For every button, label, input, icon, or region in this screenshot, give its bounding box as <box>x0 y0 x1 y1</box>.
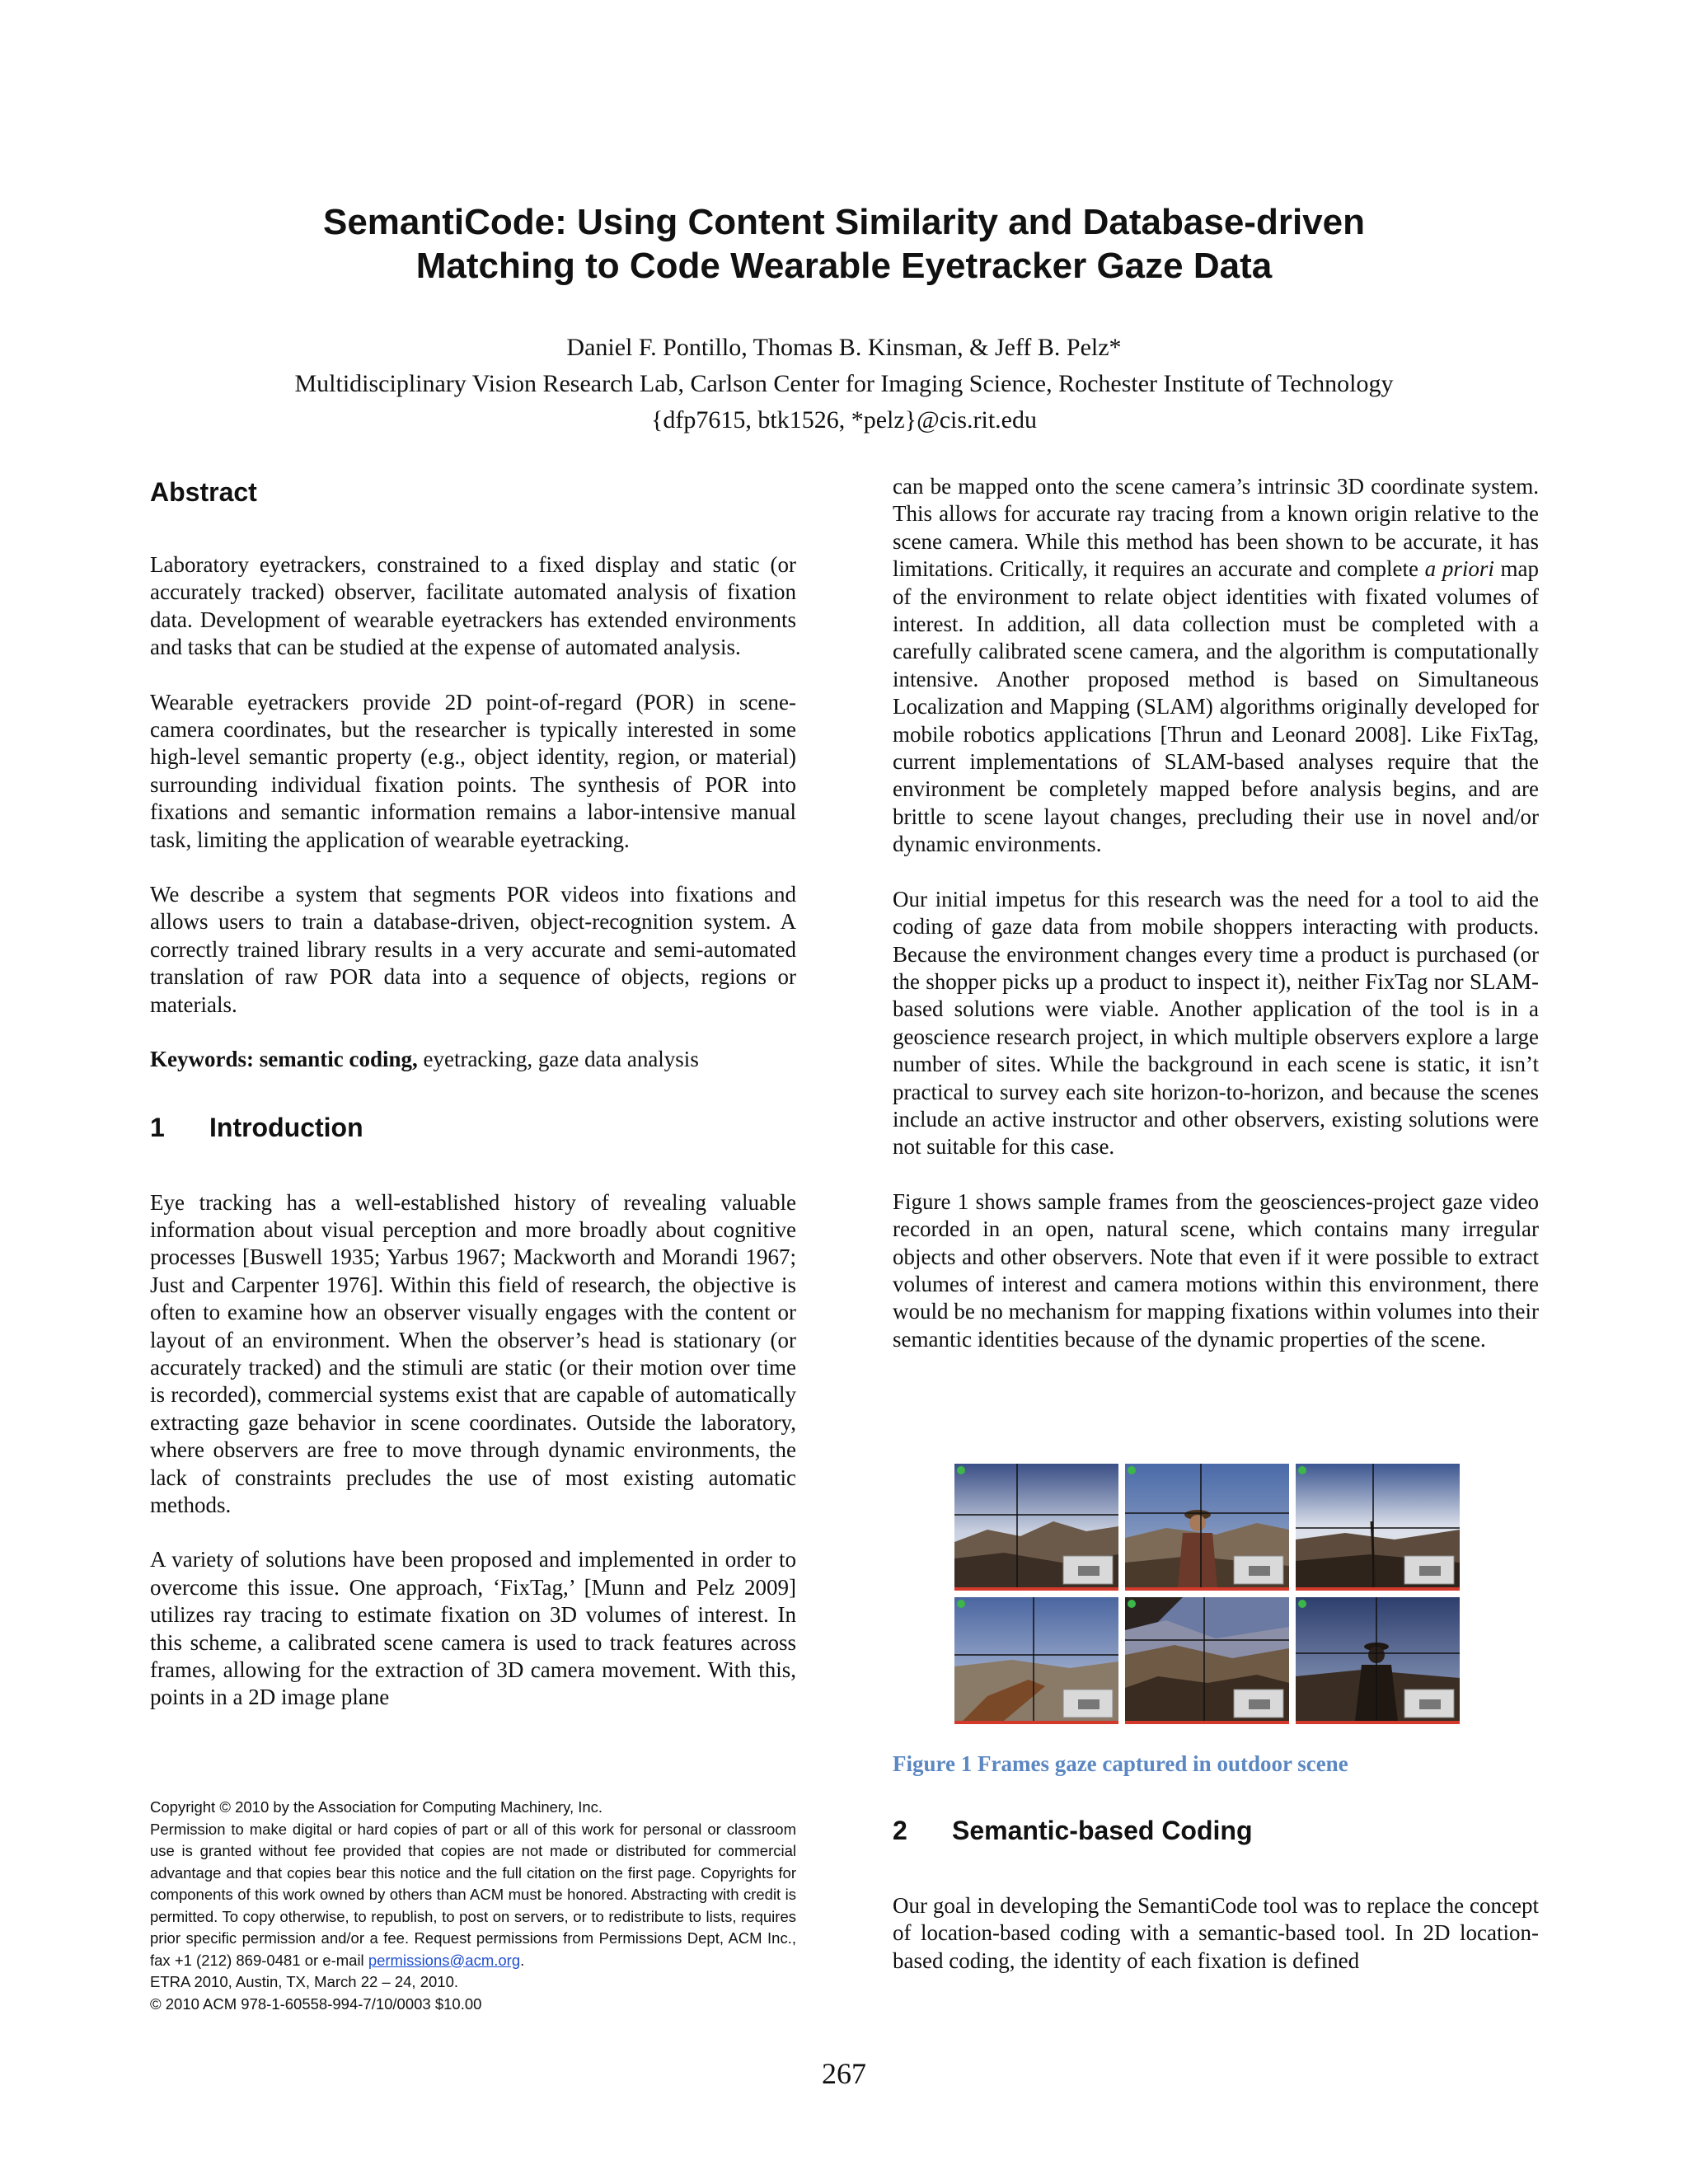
keywords-line <box>150 1046 796 1073</box>
frame-5-image <box>1125 1597 1289 1724</box>
abstract-paragraph-3: We describe a system that segments POR videos into fixations and allows users to train a database-driven, object-recognition system. A correctly trained library results in a very accurate and semi-automated translation of raw POR data into a sequence of objects, regions or materials. <box>150 882 796 1017</box>
abstract-heading: Abstract <box>150 477 257 507</box>
right-column <box>893 473 1539 1380</box>
figure-1-caption: Figure 1 Frames gaze captured in outdoor scene <box>893 1751 1348 1776</box>
paper-title <box>0 200 1688 288</box>
frame-3-image <box>1296 1464 1460 1591</box>
frame-1-image <box>954 1464 1118 1591</box>
copyright-permission-text: Permission to make digital or hard copies of part or all of this work for personal or classroom use is granted without fee provided that copies are not made or distributed for commercial advantage and that copies bear this notice and the full citation on the first page. Copyrights for components of this work owned by others than ACM must be honored. Abstracting with credit is permitted. To copy otherwise, to republish, to post on servers, or to redistribute to lists, requires prior specific permission and/or a fee. Request permissions from Permissions Dept, ACM Inc., fax +1 (212) 869-0481 or e-mail <box>150 1820 796 1969</box>
paper-title-line2: Matching to Code Wearable Eyetracker Gaze Data <box>415 246 1273 286</box>
right-paragraph-3: Figure 1 shows sample frames from the geosciences-project gaze video recorded in an open, natural scene, which contains many irregular objects and other observers. Note that even if it were possible to extract volumes of interest and camera motions within this environment, there would be no mechanism for mapping fixations within volumes into their semantic identities because of the dynamic properties of the scene. <box>893 1188 1539 1352</box>
copyright-body <box>150 1819 796 1972</box>
conference-line: ETRA 2010, Austin, TX, March 22 – 24, 2010. <box>150 1973 458 1990</box>
intro-heading-text: Introduction <box>209 1112 363 1142</box>
author-names: Daniel F. Pontillo, Thomas B. Kinsman, & Jeff B. Pelz* <box>566 334 1122 361</box>
abstract-paragraph-1: Laboratory eyetrackers, constrained to a fixed display and static (or accurately tracked) observer, facilitate automated analysis of fixation data. Development of wearable eyetrackers has extended environments and tasks that can be studied at the expense of automated analysis. <box>150 552 796 660</box>
keywords-label: Keywords: <box>150 1047 254 1072</box>
right-p1-part-b: map of the environment to relate object identities with fixated volumes of interest. In addition, all data collection must be completed with a carefully calibrated scene camera, and the algorithm is computationally intensive. Another proposed method is based on Simultaneous Localization and Mapping (SLAM) algorithms originally developed for mobile robotics applications [Thrun and Leonard 2008]. Like FixTag, current implementations of SLAM-based analyses require that the environment be completely mapped before analysis begins, and are brittle to scene layout changes, precluding their use in novel and/or dynamic environments. <box>893 556 1539 857</box>
author-affiliation: Multidisciplinary Vision Research Lab, Carlson Center for Imaging Science, Rochester Institute of Technology <box>294 370 1394 397</box>
keywords-bold-term: semantic coding, <box>259 1047 418 1072</box>
right-p1-italic: a priori <box>1424 556 1494 582</box>
intro-number: 1 <box>150 1112 165 1142</box>
section-2-heading-text: Semantic-based Coding <box>952 1816 1253 1845</box>
figure-1-frames <box>954 1464 1467 1723</box>
right-p1-part-a: can be mapped onto the scene camera’s intrinsic 3D coordinate system. This allows for accurate ray tracing from a known origin relative to the scene camera. While this method has been shown to be accurate, it has limitations. Critically, it requires an accurate and complete <box>893 474 1539 582</box>
author-block <box>0 330 1688 438</box>
abstract-paragraph-2: Wearable eyetrackers provide 2D point-of-regard (POR) in scene-camera coordinates, but the researcher is typically interested in some high-level semantic property (e.g., object identity, region, or material) surrounding individual fixation points. The synthesis of POR into fixations and semantic information remains a labor-intensive manual task, limiting the application of wearable eyetracking. <box>150 689 796 852</box>
intro-paragraph-1: Eye tracking has a well-established history of revealing valuable information about visual perception and more broadly about cognitive processes [Buswell 1935; Yarbus 1967; Mackworth and Morandi 1967; Just and Carpenter 1976]. Within this field of research, the objective is often to examine how an observer visually engages with the content or layout of an environment. When the observer’s head is stationary (or accurately tracked) and the stimuli are static (or their motion over time is recorded), commercial systems exist that are capable of automatically extracting gaze behavior in scene coordinates. Outside the laboratory, where observers are free to move through dynamic environments, the lack of constraints precludes the use of most existing automatic methods. <box>150 1189 796 1517</box>
section-2-heading <box>893 1814 1539 1847</box>
isbn-line: © 2010 ACM 978-1-60558-994-7/10/0003 $10.00 <box>150 1994 482 2013</box>
copyright-block <box>150 1797 796 2015</box>
paper-title-line1: SemantiCode: Using Content Similarity and Database-driven <box>322 202 1365 242</box>
keywords-rest: eyetracking, gaze data analysis <box>417 1047 699 1072</box>
frame-6-image <box>1296 1597 1460 1724</box>
page-number: 267 <box>822 2057 866 2090</box>
intro-paragraph-2: A variety of solutions have been proposed and implemented in order to overcome this issue. One approach, ‘FixTag,’ [Munn and Pelz 2009] utilizes ray tracing to estimate fixation on 3D volumes of interest. In this scheme, a calibrated scene camera is used to track features across frames, allowing for the extraction of 3D camera movement. With this, points in a 2D image plane <box>150 1547 796 1710</box>
section-2-number: 2 <box>893 1816 907 1845</box>
author-email: {dfp7615, btk1526, *pelz}@cis.rit.edu <box>650 406 1038 434</box>
copyright-line: Copyright © 2010 by the Association for Computing Machinery, Inc. <box>150 1798 603 1816</box>
section-2-paragraph-1: Our goal in developing the SemantiCode tool was to replace the concept of location-based coding with a semantic-based tool. In 2D location-based coding, the identity of each fixation is defined <box>893 1893 1539 1973</box>
email-suffix: . <box>520 1951 525 1969</box>
intro-heading <box>150 1111 796 1144</box>
frame-4-image <box>954 1597 1118 1724</box>
frame-2-image <box>1125 1464 1289 1591</box>
left-column <box>150 470 796 1739</box>
right-paragraph-1 <box>893 473 1539 859</box>
right-paragraph-2: Our initial impetus for this research was the need for a tool to aid the coding of gaze data from mobile shoppers interacting with products. Because the environment changes every time a product is purchased (or the shopper picks up a product to inspect it), neither FixTag nor SLAM-based solutions were viable. Another application of the tool is in a geoscience research project, in which multiple observers explore a large number of sites. While the background in each scene is static, it isn’t practical to survey each site horizon-to-horizon, and because the scenes include an active instructor and other observers, existing solutions were not suitable for this case. <box>893 886 1539 1160</box>
section-2 <box>893 1814 1539 2002</box>
permissions-email-link[interactable]: permissions@acm.org <box>368 1951 521 1969</box>
